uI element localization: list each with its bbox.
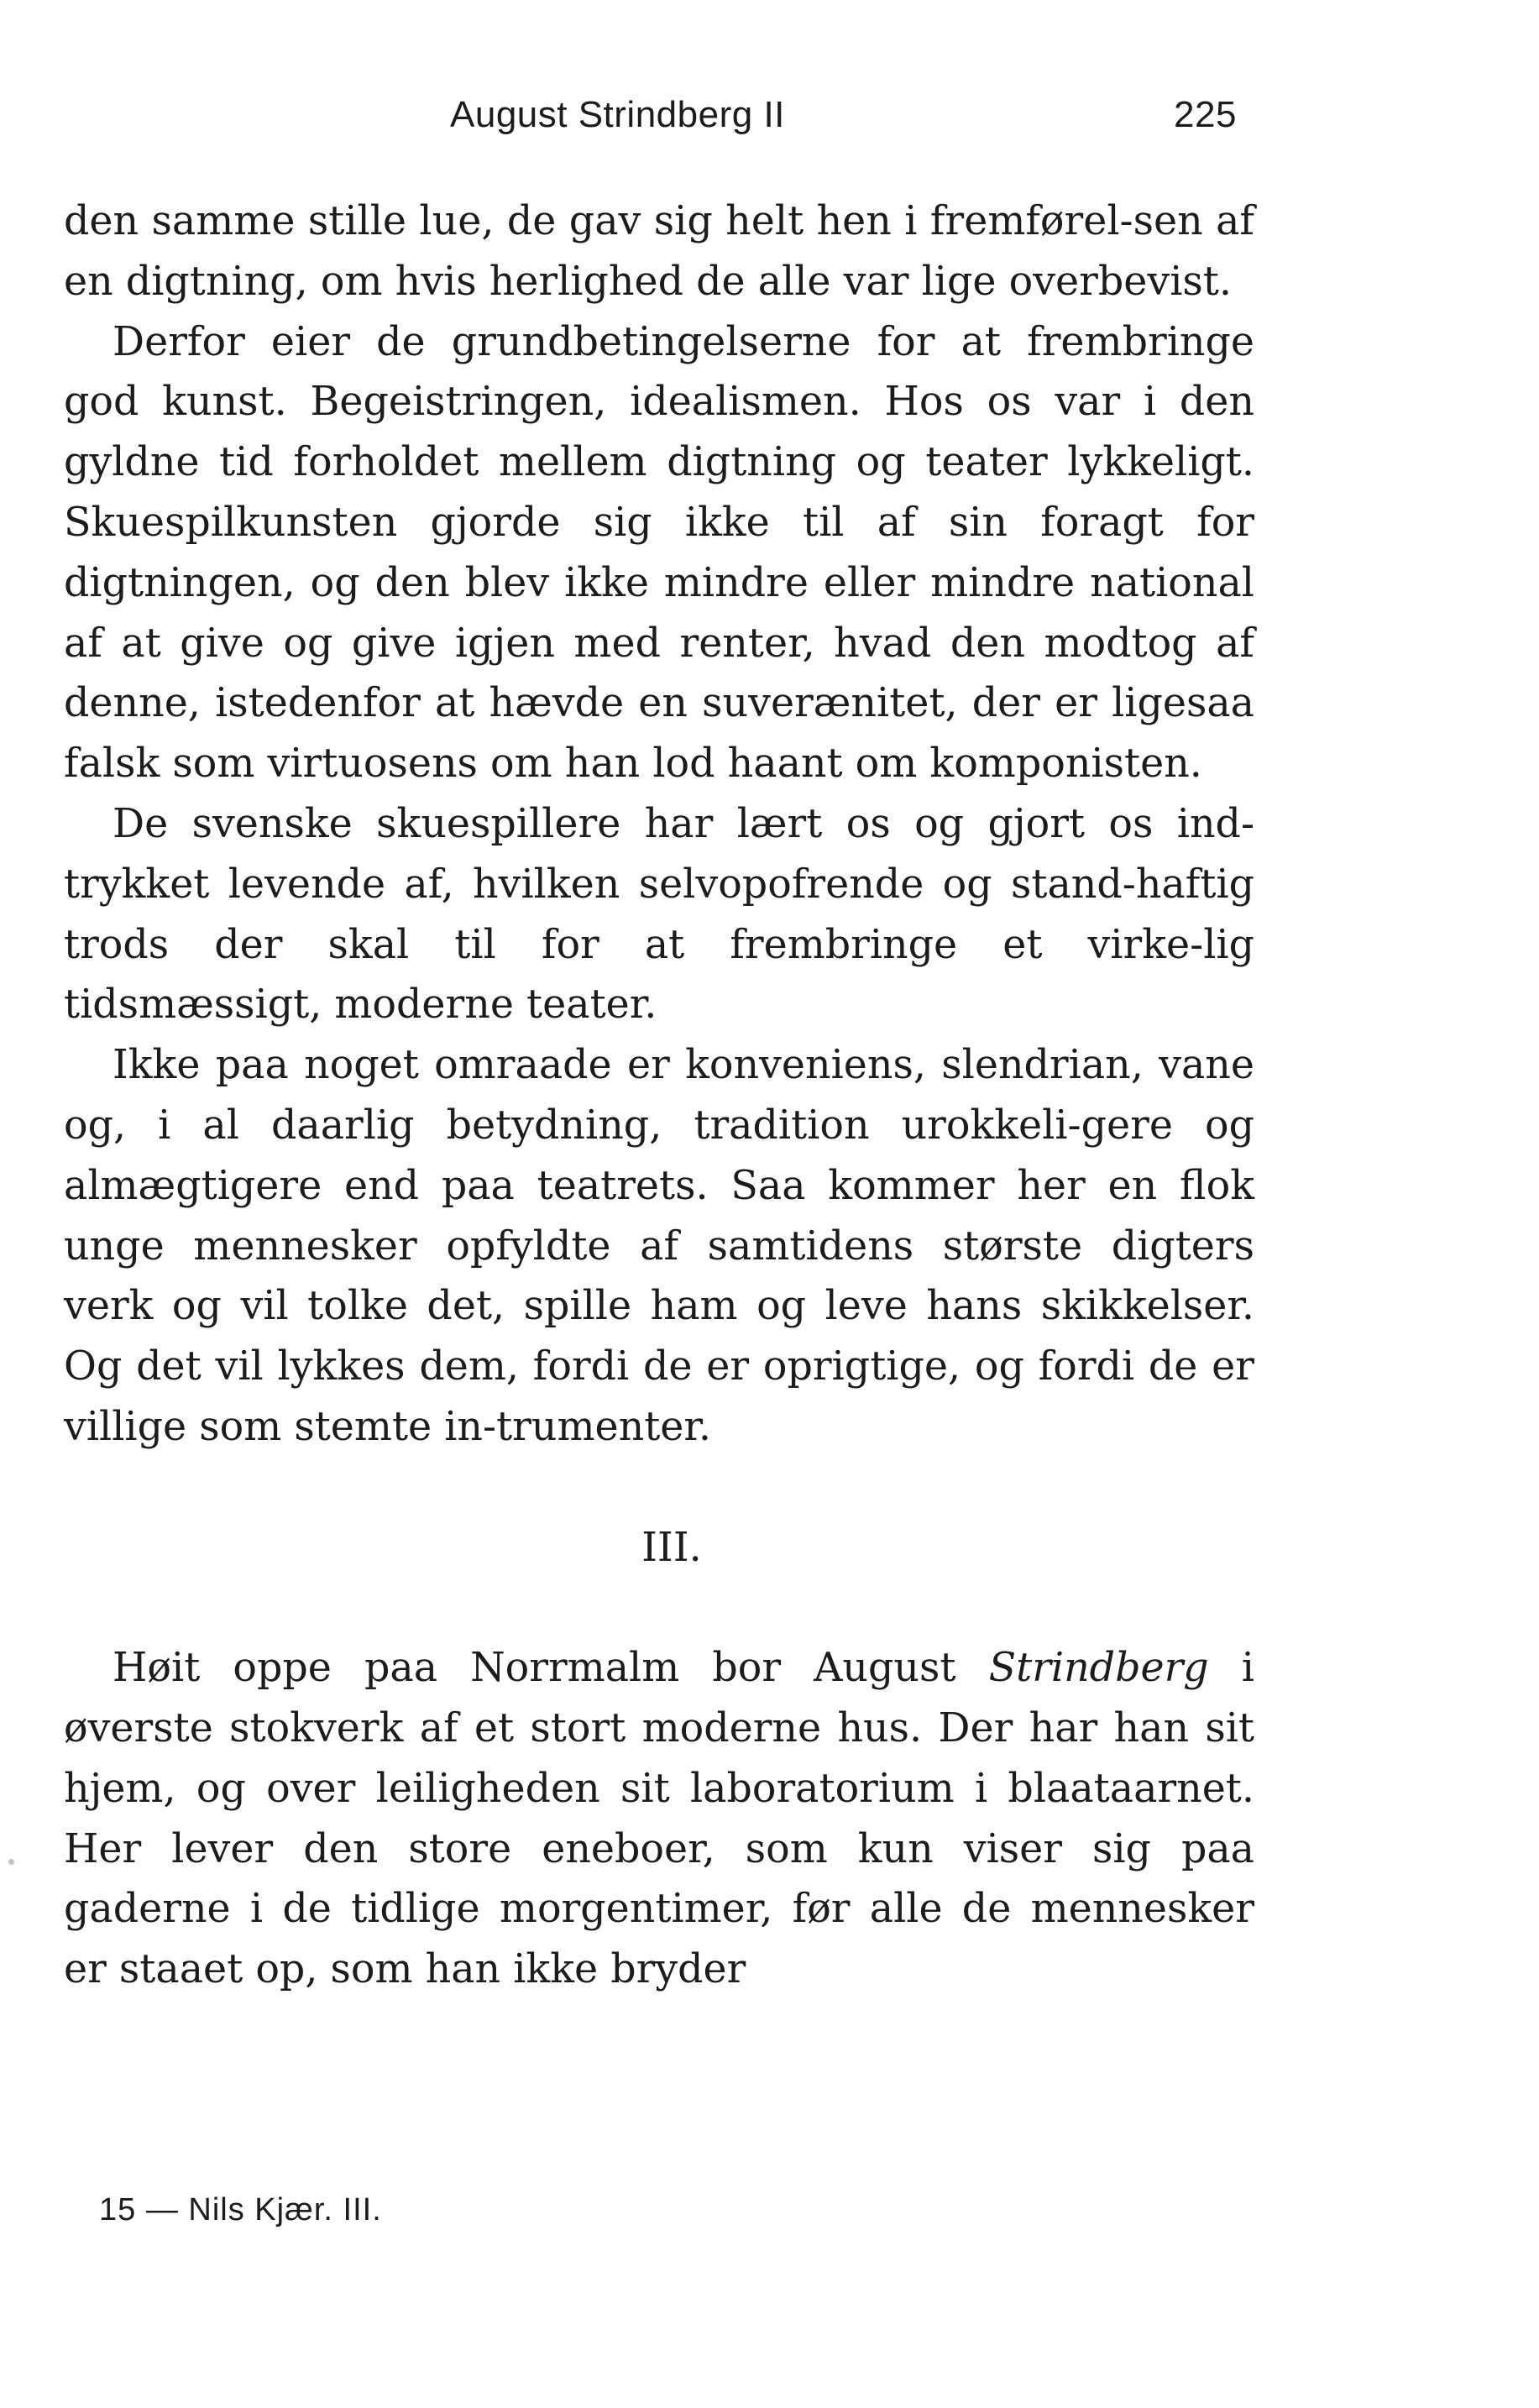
- paragraph-5-rest: i øverste stokverk af et stort moderne hus. Der har han sit hjem, og over leiligheden sit laboratorium i blaataarnet. Her lever den store eneboer, som kun viser sig paa gaderne i de tidlige morgentimer, før alle de mennesker er staaet op, som han ikke bryder: [64, 1645, 1254, 1993]
- author-name-italic: Strindberg: [988, 1645, 1209, 1692]
- page-header: [0, 94, 1539, 153]
- running-title: August Strindberg II: [450, 94, 785, 135]
- section-heading: III.: [641, 1524, 702, 1571]
- paper-speck: [8, 1859, 14, 1865]
- paragraph-4: Ikke paa noget omraade er konveniens, slendrian, vane og, i al daarlig betydning, tradition urokkeli-gere og almægtigere end paa teatrets. Saa kommer her en flok unge mennesker opfyldte af samtidens største digters verk og vil tolke det, spille ham og leve hans skikkelser. Og det vil lykkes dem, fordi de er oprigtige, og fordi de er villige som stemte in-trumenter.: [64, 1042, 1254, 1450]
- paragraph-3: De svenske skuespillere har lært os og gjort os ind-trykket levende af, hvilken selvopofrende og stand-haftig trods der skal til for at frembringe et virke-lig tidsmæssigt, moderne teater.: [64, 800, 1254, 1029]
- paragraph-5: [64, 1638, 1254, 2000]
- paragraph-2: Derfor eier de grundbetingelserne for at frembringe god kunst. Begeistringen, idealismen. Hos os var i den gyldne tid forholdet mellem digtning og teater lykkeligt. Skuespilkunsten gjorde sig ikke til af sin foragt for digtningen, og den blev ikke mindre eller mindre national af at give og give igjen med renter, hvad den modtog af denne, istedenfor at hævde en suverænitet, der er ligesaa falsk som virtuosens om han lod haant om komponisten.: [64, 318, 1254, 788]
- page-number: 225: [1174, 94, 1237, 135]
- paragraph-1: den samme stille lue, de gav sig helt hen i fremførel-sen af en digtning, om hvis herlighed de alle var lige overbevist.: [64, 198, 1254, 305]
- paragraph-5-start: Høit oppe paa Norrmalm bor August: [113, 1645, 989, 1692]
- signature-line: 15 — Nils Kjær. III.: [99, 2192, 382, 2227]
- body-text: [64, 191, 1254, 2000]
